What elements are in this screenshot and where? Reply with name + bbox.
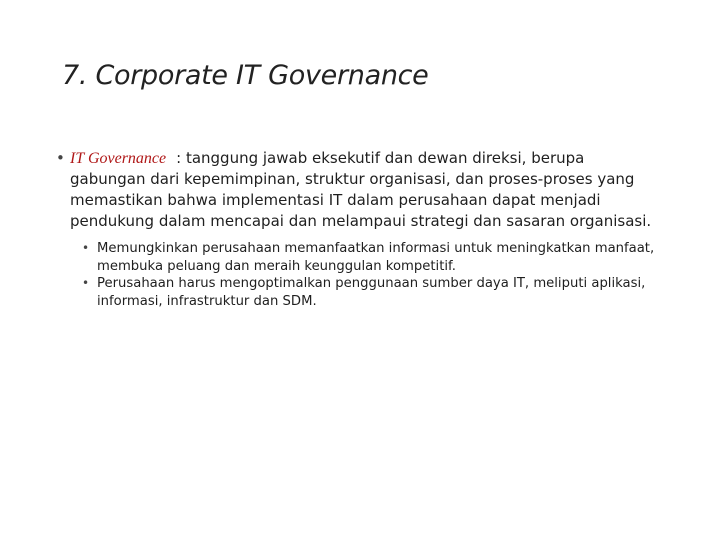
sub-bullet-list <box>56 240 656 310</box>
bullet-icon: • <box>82 276 90 290</box>
bullet-icon: • <box>82 241 90 255</box>
sub-bullet-item <box>82 240 656 275</box>
definition-text: : tanggung jawab eksekutif dan dewan direksi, berupa gabungan dari kepemimpinan, struktur organisasi, dan proses-proses yang memastikan bahwa implementasi IT dalam perusahaan dapat menjadi pendukung dalam mencapai dan melampaui strategi dan sasaran organisasi. <box>70 149 652 230</box>
bullet-icon: • <box>56 149 65 167</box>
slide-body <box>56 148 656 310</box>
main-bullet-point <box>56 148 656 232</box>
sub-bullet-text: Memungkinkan perusahaan memanfaatkan informasi untuk meningkatkan manfaat, membuka peluang dan meraih keunggulan kompetitif. <box>97 241 655 274</box>
slide-title: 7. Corporate IT Governance <box>62 60 429 91</box>
sub-bullet-text: Perusahaan harus mengoptimalkan penggunaan sumber daya IT, meliputi aplikasi, informasi, infrastruktur dan SDM. <box>97 276 646 309</box>
sub-bullet-item <box>82 275 656 310</box>
term-it-governance: IT Governance <box>70 150 167 167</box>
